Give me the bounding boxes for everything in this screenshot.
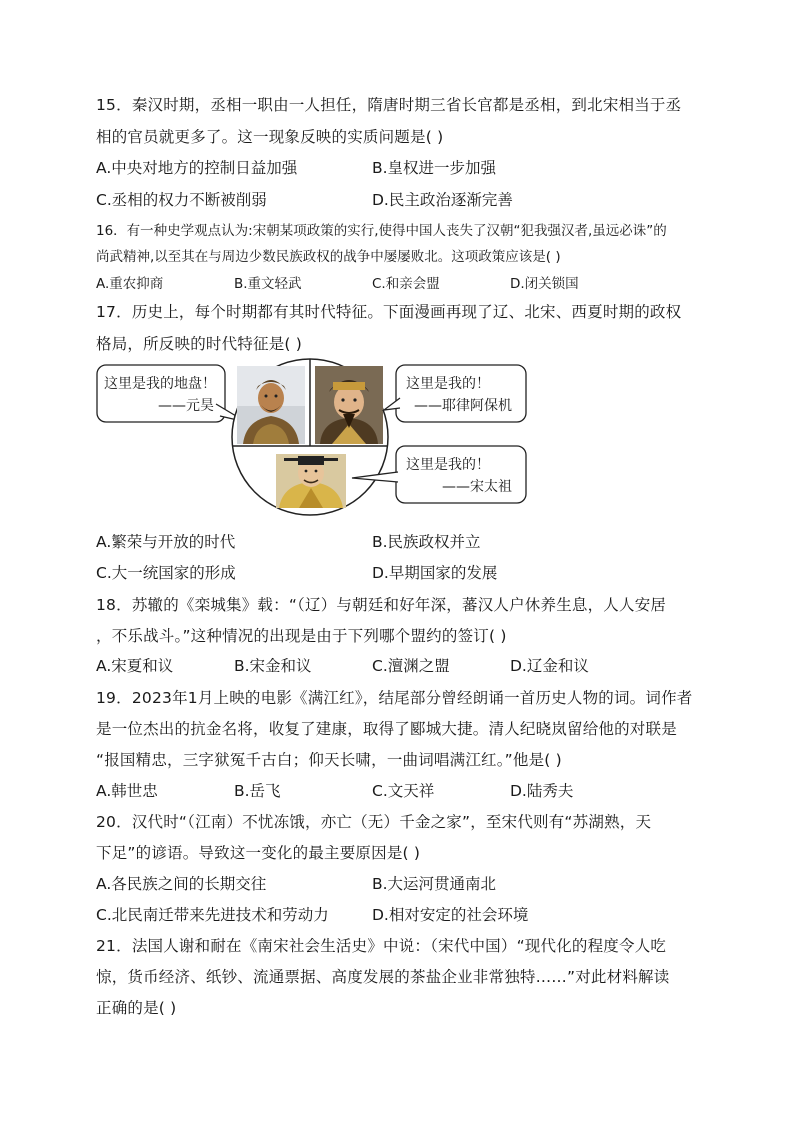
q20-option-c: C.北民南迁带来先进技术和劳动力 [96,906,329,924]
q18-stem-line2: ，不乐战斗。”这种情况的出现是由于下列哪个盟约的签订( ) [96,627,507,645]
q18-stem-line1: 18．苏辙的《栾城集》载：“（辽）与朝廷和好年深，蕃汉人户休养生息，人人安居 [96,596,667,614]
q19-stem-line1: 19．2023年1月上映的电影《满江红》，结尾部分曾经朗诵一首历史人物的词。词作者 [96,689,693,707]
q18-option-a: A.宋夏和议 [96,657,174,675]
bubble-right-bottom-speaker: ——宋太祖 [442,479,512,495]
q20-option-d: D.相对安定的社会环境 [372,906,529,924]
q15-option-b: B.皇权进一步加强 [372,159,497,177]
q15-option-a: A.中央对地方的控制日益加强 [96,159,298,177]
q17-option-b: B.民族政权并立 [372,533,481,551]
bubble-left-speaker: ——元昊 [158,398,214,414]
q17-stem-line1: 17．历史上，每个时期都有其时代特征。下面漫画再现了辽、北宋、西夏时期的政权 [96,303,682,321]
q19-option-a: A.韩世忠 [96,782,158,800]
q18-option-d: D.辽金和议 [510,657,589,675]
q16-option-c: C.和亲会盟 [372,276,440,292]
bubble-right-top-speaker: ——耶律阿保机 [414,398,512,414]
q17-option-a: A.繁荣与开放的时代 [96,533,236,551]
q15-option-c: C.丞相的权力不断被削弱 [96,191,267,209]
q16-stem-line2: 尚武精神,以至其在与周边少数民族政权的战争中屡屡败北。这项政策应该是( ) [96,249,561,265]
q21-stem-line1: 21．法国人谢和耐在《南宋社会生活史》中说：（宋代中国）“现代化的程度令人吃 [96,937,667,955]
q17-option-d: D.早期国家的发展 [372,564,498,582]
q16-option-a: A.重农抑商 [96,276,164,292]
portrait-yuanhao [237,366,305,444]
q17-stem-line2: 格局，所反映的时代特征是( ) [96,335,303,353]
q17-option-c: C.大一统国家的形成 [96,564,236,582]
q16-option-d: D.闭关锁国 [510,276,579,292]
q20-option-a: A.各民族之间的长期交往 [96,875,267,893]
q20-option-b: B.大运河贯通南北 [372,875,497,893]
q15-option-d: D.民主政治逐渐完善 [372,191,513,209]
bubble-right-top-speech: 这里是我的！ [406,376,490,392]
q19-option-c: C.文天祥 [372,782,435,800]
q15-stem-line2: 相的官员就更多了。这一现象反映的实质问题是( ) [96,128,444,146]
q17-cartoon [96,358,536,516]
bubble-right-bottom-speech: 这里是我的！ [406,457,490,473]
portrait-yelu-abaoji [315,366,383,444]
q20-stem-line2: 下足”的谚语。导致这一变化的最主要原因是( ) [96,844,421,862]
q21-stem-line3: 正确的是( ) [96,999,177,1017]
q18-option-c: C.澶渊之盟 [372,657,450,675]
q21-stem-line2: 惊，货币经济、纸钞、流通票据、高度发展的茶盐企业非常独特……”对此材料解读 [96,968,670,986]
q18-option-b: B.宋金和议 [234,657,312,675]
bubble-left-speech: 这里是我的地盘！ [104,376,216,392]
q20-stem-line1: 20．汉代时“（江南）不忧冻饿，亦亡（无）千金之家”，至宋代则有“苏湖熟，天 [96,813,652,831]
q15-stem-line1: 15．秦汉时期，丞相一职由一人担任，隋唐时期三省长官都是丞相，到北宋相当于丞 [96,96,682,114]
q16-stem-line1: 16．有一种史学观点认为:宋朝某项政策的实行,使得中国人丧失了汉朝“犯我强汉者,虽远必诛”的 [96,223,667,239]
q16-option-b: B.重文轻武 [234,276,302,292]
q19-option-d: D.陆秀夫 [510,782,574,800]
q19-stem-line2: 是一位杰出的抗金名将，收复了建康，取得了郾城大捷。清人纪晓岚留给他的对联是 [96,720,677,738]
speech-bubble-right-top-tail [384,398,400,410]
q19-option-b: B.岳飞 [234,782,281,800]
portrait-song-taizu [276,454,346,508]
q19-stem-line3: “报国精忠，三字狱冤千古白；仰天长啸，一曲词唱满江红。”他是( ) [96,751,562,769]
